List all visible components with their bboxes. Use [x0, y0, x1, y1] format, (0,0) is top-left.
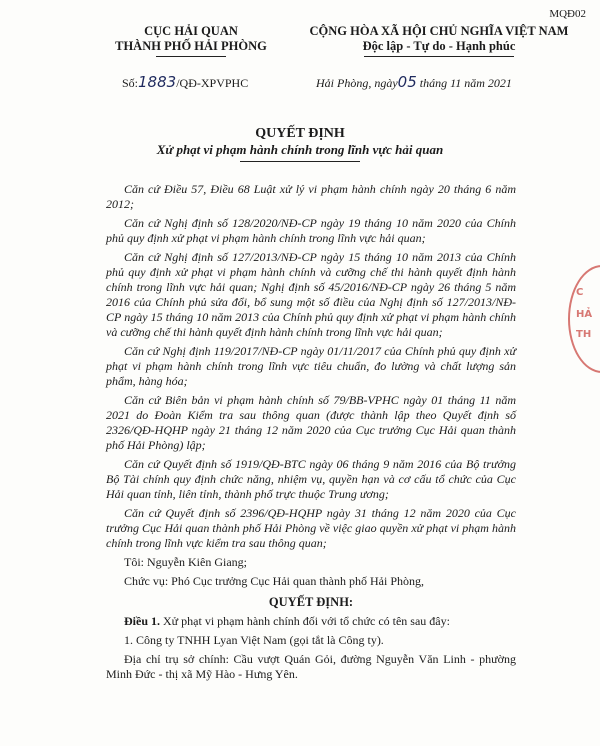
republic-motto: Độc lập - Tự do - Hạnh phúc [362, 39, 516, 53]
subtitle-underline [240, 161, 360, 162]
motto-underline [364, 56, 514, 57]
agency-name: CỤC HẢI QUAN [144, 24, 238, 38]
number-suffix: /QĐ-XPVPHC [176, 76, 249, 90]
agency-city: THÀNH PHỐ HẢI PHÒNG [115, 39, 267, 53]
agency-underline [156, 56, 226, 57]
legal-basis-2: Căn cứ Nghị định số 128/2020/NĐ-CP ngày 19 tháng 10 năm 2020 của Chính phủ quy định xử phạt vi phạm hành chính trong lĩnh vực hải quan; [106, 216, 516, 245]
seal-text-3: TH [576, 329, 592, 340]
republic-header [294, 24, 584, 57]
legal-basis-5: Căn cứ Biên bản vi phạm hành chính số 79/BB-VPHC ngày 01 tháng 11 năm 2021 do Đoàn Kiểm tra sau thông quan (được thành lập theo Quyết định số 2326/QĐ-HQHP ngày 21 tháng 12 năm 2020 của Cục trưởng Cục Hải quan thành phố Hải Phòng) lập; [106, 393, 516, 452]
seal-text-1: C [576, 287, 584, 298]
document-date [316, 73, 512, 91]
document-subtitle [0, 142, 600, 162]
article-1-label: Điều 1. [124, 614, 160, 628]
seal-text-2: HẢ [576, 309, 593, 320]
document-body [106, 182, 516, 686]
legal-basis-6: Căn cứ Quyết định số 1919/QĐ-BTC ngày 06 tháng 9 năm 2016 của Bộ trưởng Bộ Tài chính quy định chức năng, nhiệm vụ, quyền hạn và cơ cấu tổ chức của Cục Hải quan tỉnh, liên tỉnh, thành phố trực thuộc Trung ương; [106, 457, 516, 501]
form-code: MQĐ02 [549, 8, 586, 20]
date-day-handwritten: 05 [397, 73, 417, 91]
date-prefix: Hải Phòng, ngày [316, 76, 398, 90]
subtitle-text: Xử phạt vi phạm hành chính trong lĩnh vực hải quan [156, 142, 444, 157]
company-name: 1. Công ty TNHH Lyan Việt Nam (gọi tắt là Công ty). [124, 633, 384, 647]
article-1 [106, 614, 516, 629]
decision-heading: QUYẾT ĐỊNH: [268, 595, 354, 609]
company-address: Địa chỉ trụ sở chính: Cầu vượt Quán Gỏi, đường Nguyễn Văn Linh - phường Minh Đức - thị xã Mỹ Hào - Hưng Yên. [106, 652, 516, 681]
agency-header [106, 24, 276, 57]
date-suffix: tháng 11 năm 2021 [419, 76, 512, 90]
legal-basis-4: Căn cứ Nghị định 119/2017/NĐ-CP ngày 01/11/2017 của Chính phủ quy định xử phạt vi phạm hành chính trong lĩnh vực tiêu chuẩn, đo lường và chất lượng sản phẩm, hàng hóa; [106, 344, 516, 388]
signer-position: Chức vụ: Phó Cục trưởng Cục Hải quan thành phố Hải Phòng, [124, 574, 424, 588]
number-handwritten: 1883 [138, 73, 177, 91]
document-number [122, 73, 248, 91]
legal-basis-3: Căn cứ Nghị định số 127/2013/NĐ-CP ngày 15 tháng 10 năm 2013 của Chính phủ quy định xử phạt vi phạm hành chính và cưỡng chế thi hành quyết định hành chính trong lĩnh vực hải quan; Nghị định số 45/2016/NĐ-CP ngày 26 tháng 5 năm 2016 của Chính phủ sửa đổi, bổ sung một số điều của Nghị định số 127/2013/NĐ-CP ngày 15 tháng 10 năm 2013 của Chính phủ quy định xử phạt vi phạm hành chính và cưỡng chế thi hành quyết định hành chính trong lĩnh vực hải quan; [106, 250, 516, 339]
official-seal [568, 265, 600, 373]
number-prefix: Số: [122, 76, 139, 90]
republic-name: CỘNG HÒA XÃ HỘI CHỦ NGHĨA VIỆT NAM [309, 24, 569, 38]
legal-basis-7: Căn cứ Quyết định số 2396/QĐ-HQHP ngày 31 tháng 12 năm 2020 của Cục trưởng Cục Hải quan thành phố Hải Phòng về việc giao quyền xử phạt vi phạm hành chính trong lĩnh vực kiểm tra sau thông quan; [106, 506, 516, 550]
article-1-text: Xử phạt vi phạm hành chính đối với tổ chức có tên sau đây: [163, 614, 450, 628]
signer-name: Tôi: Nguyễn Kiên Giang; [124, 555, 247, 569]
legal-basis-1: Căn cứ Điều 57, Điều 68 Luật xử lý vi phạm hành chính ngày 20 tháng 6 năm 2012; [106, 182, 516, 211]
document-title: QUYẾT ĐỊNH [255, 126, 345, 141]
